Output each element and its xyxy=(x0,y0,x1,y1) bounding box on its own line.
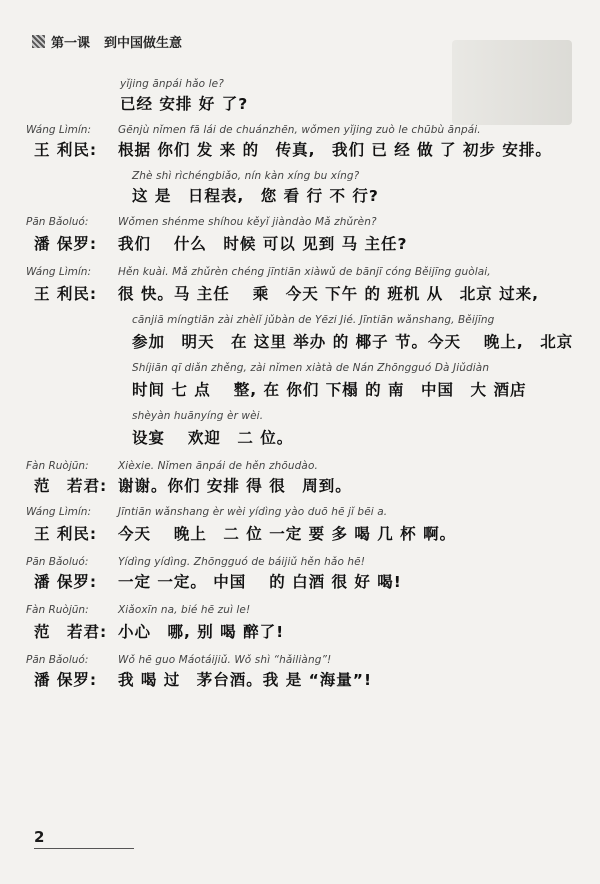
chinese-line: 小心 哪, 别 喝 醉了! xyxy=(118,623,285,641)
chinese-line: 一定 一定。 中国 的 白酒 很 好 喝! xyxy=(118,573,402,591)
page-number: 2 xyxy=(34,828,45,846)
speaker-pinyin: Fàn Ruòjūn: xyxy=(26,604,89,616)
chinese-line: 很 快。马 主任 乘 今天 下午 的 班机 从 北京 过来, xyxy=(118,285,540,303)
speaker-pinyin: Wáng Lìmín: xyxy=(26,266,92,278)
speaker-pinyin: Fàn Ruòjūn: xyxy=(26,460,89,472)
speaker-pinyin: Wáng Lìmín: xyxy=(26,506,92,518)
lesson-number: 第一课 xyxy=(51,36,91,51)
speaker-name: 王 利民: xyxy=(34,141,98,159)
chinese-line: 时间 七 点 整, 在 你们 下榻 的 南 中国 大 酒店 xyxy=(132,381,527,399)
speaker-pinyin: Wáng Lìmín: xyxy=(26,124,92,136)
chinese-line: 我们 什么 时候 可以 见到 马 主任? xyxy=(118,235,408,253)
chinese-line: 设宴 欢迎 二 位。 xyxy=(132,429,294,447)
pinyin-line: Hěn kuài. Mǎ zhǔrèn chéng jīntiān xiàwǔ de bānjī cóng Běijīng guòlai, xyxy=(118,266,491,278)
chinese-line: 这 是 日程表, 您 看 行 不 行? xyxy=(132,187,379,205)
speaker-name: 潘 保罗: xyxy=(34,671,98,689)
speaker-name: 王 利民: xyxy=(34,525,98,543)
speaker-name: 潘 保罗: xyxy=(34,573,98,591)
chinese-line: 根据 你们 发 来 的 传真, 我们 已 经 做 了 初步 安排。 xyxy=(118,141,552,159)
pinyin-line: Yídìng yídìng. Zhōngguó de báijiǔ hěn hǎo hē! xyxy=(118,556,366,568)
speaker-name: 范 若君: xyxy=(34,477,108,495)
pinyin-line: cānjiā míngtiān zài zhèlǐ jǔbàn de Yēzi Jié. Jīntiān wǎnshang, Běijīng xyxy=(132,314,495,326)
lesson-title: 到中国做生意 xyxy=(104,36,183,51)
speaker-name: 范 若君: xyxy=(34,623,108,641)
pinyin-line: Jīntiān wǎnshang èr wèi yídìng yào duō hē jǐ bēi a. xyxy=(118,506,388,518)
chinese-line: 已经 安排 好 了? xyxy=(120,95,249,113)
pinyin-line: Wǒmen shénme shíhou kěyǐ jiàndào Mǎ zhǔrèn? xyxy=(118,216,377,228)
pinyin-line: Shíjiān qī diǎn zhěng, zài nǐmen xiàtà de Nán Zhōngguó Dà Jiǔdiàn xyxy=(132,362,490,374)
chinese-line: 今天 晚上 二 位 一定 要 多 喝 几 杯 啊。 xyxy=(118,525,457,543)
lesson-header xyxy=(32,32,182,51)
footer-rule xyxy=(34,848,134,849)
pinyin-line: shèyàn huānyíng èr wèi. xyxy=(132,410,264,422)
speaker-pinyin: Pān Bǎoluó: xyxy=(26,556,89,568)
speaker-name: 潘 保罗: xyxy=(34,235,98,253)
chinese-line: 我 喝 过 茅台酒。我 是 “海量”! xyxy=(118,671,373,689)
pinyin-line: Xiǎoxīn na, bié hē zuì le! xyxy=(118,604,251,616)
pinyin-line: yǐjing ānpái hǎo le? xyxy=(120,78,224,90)
pinyin-line: Xièxie. Nǐmen ānpái de hěn zhōudào. xyxy=(118,460,318,472)
speaker-name: 王 利民: xyxy=(34,285,98,303)
header-square-icon xyxy=(32,35,45,48)
pinyin-line: Gēnjù nǐmen fā lái de chuánzhēn, wǒmen yǐjing zuò le chūbù ānpái. xyxy=(118,124,481,136)
speaker-pinyin: Pān Bǎoluó: xyxy=(26,216,89,228)
pinyin-line: Wǒ hē guo Máotáijiǔ. Wǒ shì “hǎiliàng”! xyxy=(118,654,332,666)
speaker-pinyin: Pān Bǎoluó: xyxy=(26,654,89,666)
pinyin-line: Zhè shì rìchéngbiǎo, nín kàn xíng bu xíng? xyxy=(132,170,360,182)
chinese-line: 谢谢。你们 安排 得 很 周到。 xyxy=(118,477,352,495)
show-through-decoration xyxy=(452,40,572,125)
chinese-line: 参加 明天 在 这里 举办 的 椰子 节。今天 晚上, 北京 xyxy=(132,333,574,351)
